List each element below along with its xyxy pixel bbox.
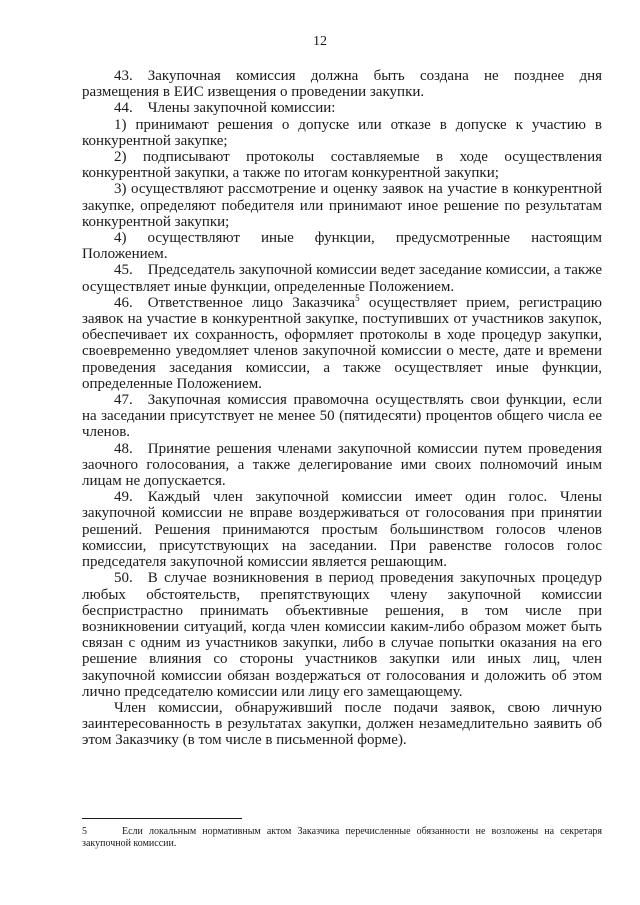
- page-number: 12: [313, 34, 327, 49]
- list-item-44-1: 1) принимают решения о допуске или отказе в допуске к участию в конкурентной закупке;: [82, 116, 602, 149]
- footnote-text: Если локальным нормативным актом Заказчика перечисленные обязанности не возложены на секретаря закупочной комиссии.: [82, 826, 602, 849]
- document-body: [82, 68, 602, 749]
- paragraph-45: 45. Председатель закупочной комиссии ведет заседание комиссии, а также осуществляет иные функции, определенные Положением.: [82, 262, 602, 295]
- paragraph-46: [82, 292, 602, 392]
- list-item-44-3: 3) осуществляют рассмотрение и оценку заявок на участие в конкурентной закупке, определяют победителя или принимают иное решение по результатам конкурентной закупки;: [82, 181, 602, 230]
- list-item-44-4: 4) осуществляют иные функции, предусмотренные настоящим Положением.: [82, 230, 602, 263]
- paragraph-44: 44. Члены закупочной комиссии:: [114, 100, 336, 117]
- footnote-separator: [82, 818, 242, 819]
- paragraph-48: 48. Принятие решения членами закупочной комиссии путем проведения заочного голосования, а также делегирование ими своих полномочий иным лицам не допускается.: [82, 440, 602, 490]
- paragraph-50: 50. В случае возникновения в период проведения закупочных процедур любых обстоятельств, препятствующих члену закупочной комиссии беспристрастно принимать объективные решения, в том числе при возникновении ситуаций, когда член комиссии каким-либо образом может быть связан с одним из участников закупки, либо в случае попытки оказания на его решение влияния со стороны участников закупки или иных лиц, член закупочной комиссии обязан воздержаться от голосования и доложить об этом лично председателю комиссии или лицу его замещающему.: [82, 570, 602, 700]
- footnote-number: 5: [82, 826, 87, 837]
- list-item-44-2: 2) подписывают протоколы составляемые в ходе осуществления конкурентной закупки, а также по итогам конкурентной закупки;: [82, 149, 602, 182]
- footnote: [82, 826, 602, 850]
- paragraph-47: 47. Закупочная комиссия правомочна осуществлять свои функции, если на заседании присутствует не менее 50 (пятидесяти) процентов общего числа ее членов.: [82, 392, 602, 441]
- paragraph-50-continuation: Член комиссии, обнаруживший после подачи заявок, свою личную заинтересованность в результатах закупки, должен незамедлительно заявить об этом Заказчику (в том числе в письменной форме).: [82, 699, 602, 749]
- paragraph-49: 49. Каждый член закупочной комиссии имеет один голос. Члены закупочной комиссии не вправе воздерживаться от голосования при принятии решений. Решения принимаются простым большинством голосов членов комиссии, присутствующих на заседании. При равенстве голосов голос председателя закупочной комиссии является решающим.: [82, 489, 602, 571]
- paragraph-46-start: 46. Ответственное лицо Заказчика: [114, 294, 356, 311]
- footnote-reference: 5: [355, 292, 360, 303]
- paragraph-46-rest: осуществляет прием, регистрацию заявок на участие в конкурентной закупке, поступивших от участников закупок, обеспечивает их сохранность, оформляет протоколы в ходе процедур закупки, своевременно уведомляет членов закупочной комиссии о месте, дате и времени проведения заседания комиссии, а также осуществляет иные функции, определенные Положением.: [82, 294, 602, 392]
- paragraph-43: 43. Закупочная комиссия должна быть создана не позднее дня размещения в ЕИС извещения о проведении закупки.: [82, 68, 602, 101]
